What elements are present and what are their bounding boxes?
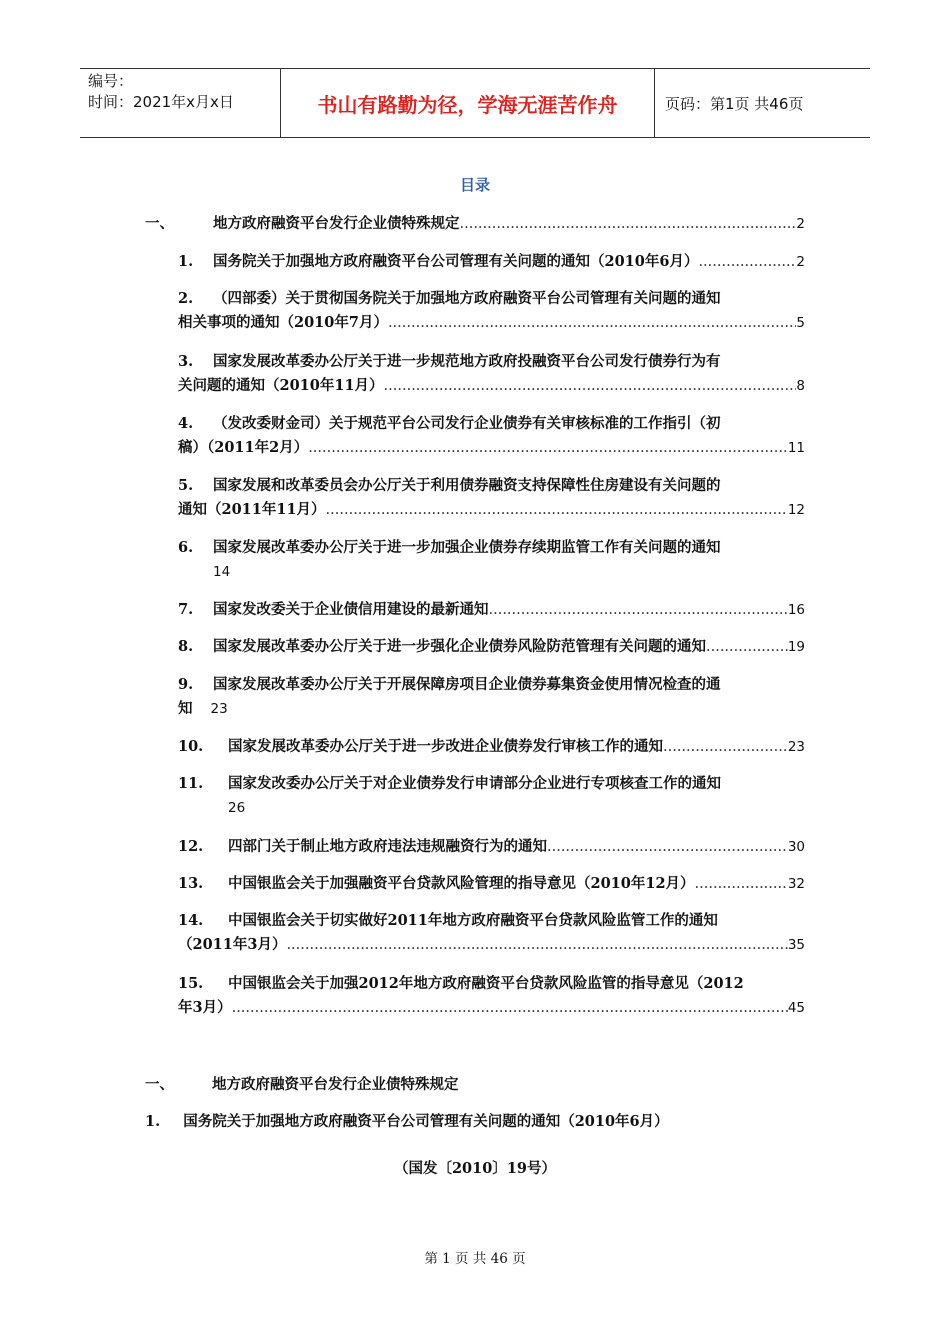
toc-entry-number: 一、 xyxy=(145,215,174,232)
toc-leader-dots xyxy=(695,872,788,896)
toc-entry-page: 16 xyxy=(787,602,805,618)
toc-leader-dots xyxy=(384,374,797,398)
toc-entry-number: 5. xyxy=(178,477,194,494)
toc-entry-number: 6. xyxy=(178,539,194,556)
toc-entry[interactable] xyxy=(178,673,805,721)
subsection-number: 1. xyxy=(145,1113,161,1130)
toc-entry-number: 14. xyxy=(178,912,204,929)
toc-leader-dots xyxy=(232,996,788,1020)
toc-entry-number: 11. xyxy=(178,775,204,792)
toc-entry-title: 国家发展改革委办公厅关于进一步强化企业债券风险防范管理有关问题的通知 xyxy=(213,638,706,655)
toc-entry-title: 四部门关于制止地方政府违法违规融资行为的通知 xyxy=(228,838,547,855)
toc-entry[interactable] xyxy=(178,350,805,398)
toc-leader-dots xyxy=(460,212,797,236)
toc-entry-number: 1. xyxy=(178,253,194,270)
toc-entry-number: 3. xyxy=(178,353,194,370)
toc-entry-number: 8. xyxy=(178,638,194,655)
toc-entry-title: 国家发展改革委办公厅关于进一步改进企业债券发行审核工作的通知 xyxy=(228,738,663,755)
toc-entry-title: 国家发改委办公厅关于对企业债券发行申请部分企业进行专项核查工作的通知 xyxy=(228,775,721,792)
header-code-label: 编号： xyxy=(88,72,134,90)
toc-leader-dots xyxy=(698,250,796,274)
toc-entry-title: 关问题的通知（2010年11月） xyxy=(178,377,384,394)
toc-entry-title: （四部委）关于贯彻国务院关于加强地方政府融资平台公司管理有关问题的通知 xyxy=(213,290,721,307)
toc-entry-title: 国家发改委关于企业债信用建设的最新通知 xyxy=(213,601,489,618)
toc-entry-title: 知 xyxy=(178,700,193,717)
toc-entry-title: 年3月） xyxy=(178,999,232,1016)
toc-entry[interactable] xyxy=(178,536,805,584)
toc-entry-page: 45 xyxy=(787,1000,805,1016)
toc-entry-page: 26 xyxy=(228,800,246,816)
toc-entry-page: 30 xyxy=(787,839,805,855)
toc-entry-number: 10. xyxy=(178,738,204,755)
toc-entry-title: 国家发展改革委办公厅关于进一步加强企业债券存续期监管工作有关问题的通知 xyxy=(213,539,721,556)
toc-entry[interactable] xyxy=(178,835,805,859)
toc-entry-title: 国家发展改革委办公厅关于开展保障房项目企业债券募集资金使用情况检查的通 xyxy=(213,676,721,693)
toc-entry-title: 中国银监会关于加强2012年地方政府融资平台贷款风险监管的指导意见（2012 xyxy=(228,975,744,992)
toc-entry-title: 国家发展和改革委员会办公厅关于利用债券融资支持保障性住房建设有关问题的 xyxy=(213,477,721,494)
toc-entry-number: 2. xyxy=(178,290,194,307)
toc-entry-page: 23 xyxy=(210,701,228,717)
toc-entry[interactable] xyxy=(145,212,805,236)
toc-entry-number: 7. xyxy=(178,601,194,618)
toc-entry-title: 国家发展改革委办公厅关于进一步规范地方政府投融资平台公司发行债券行为有 xyxy=(213,353,721,370)
toc-entry-title: 通知（2011年11月） xyxy=(178,501,326,518)
toc-entry-page: 5 xyxy=(796,315,805,331)
toc-entry[interactable] xyxy=(178,909,805,957)
toc-entry[interactable] xyxy=(178,412,805,460)
toc-entry-title: 地方政府融资平台发行企业债特殊规定 xyxy=(213,215,460,232)
toc-entry-page: 11 xyxy=(787,440,805,456)
toc-entry-page: 12 xyxy=(787,502,805,518)
toc-entry[interactable] xyxy=(178,474,805,522)
subsection-title: 国务院关于加强地方政府融资平台公司管理有关问题的通知（2010年6月） xyxy=(183,1113,669,1130)
toc-entry[interactable] xyxy=(178,635,805,659)
toc-entry[interactable] xyxy=(178,772,805,820)
toc-entry-page: 23 xyxy=(787,739,805,755)
toc-entry-title: 国务院关于加强地方政府融资平台公司管理有关问题的通知（2010年6月） xyxy=(213,253,699,270)
toc-entry[interactable] xyxy=(178,598,805,622)
toc-entry-number: 9. xyxy=(178,676,194,693)
toc-entry[interactable] xyxy=(178,972,805,1020)
toc-leader-dots xyxy=(286,933,787,957)
section-title: 地方政府融资平台发行企业债特殊规定 xyxy=(212,1076,459,1093)
toc-leader-dots xyxy=(547,835,788,859)
toc-entry[interactable] xyxy=(178,250,805,274)
toc-leader-dots xyxy=(326,498,788,522)
toc-entry-page: 2 xyxy=(796,216,805,232)
toc-entry-page: 32 xyxy=(787,876,805,892)
toc-leader-dots xyxy=(388,311,796,335)
toc-entry-number: 13. xyxy=(178,875,204,892)
toc-entry-title: （2011年3月） xyxy=(178,936,287,953)
toc-entry-page: 2 xyxy=(796,254,805,270)
section-heading xyxy=(145,1073,459,1094)
toc-entry[interactable] xyxy=(178,735,805,759)
document-header xyxy=(80,68,870,138)
header-time-label: 时间：2021年x月x日 xyxy=(88,93,234,111)
page-footer: 第 1 页 共 46 页 xyxy=(424,1251,526,1267)
toc-entry-number: 12. xyxy=(178,838,204,855)
toc-entry-number: 4. xyxy=(178,415,194,432)
document-number: （国发〔2010〕19号） xyxy=(393,1160,557,1177)
toc-entry-page: 14 xyxy=(213,564,231,580)
toc-leader-dots xyxy=(489,598,788,622)
header-meta xyxy=(80,69,281,137)
toc-entry-page: 35 xyxy=(787,937,805,953)
toc-leader-dots xyxy=(706,635,788,659)
toc-entry[interactable] xyxy=(178,872,805,896)
toc-entry-title: 中国银监会关于加强融资平台贷款风险管理的指导意见（2010年12月） xyxy=(228,875,695,892)
header-page-info: 页码：第1页 共46页 xyxy=(665,94,804,113)
toc-leader-dots xyxy=(308,436,788,460)
header-motto: 书山有路勤为径，学海无涯苦作舟 xyxy=(281,69,655,137)
toc-entry-title: （发改委财金司）关于规范平台公司发行企业债券有关审核标准的工作指引（初 xyxy=(213,415,721,432)
toc-leader-dots xyxy=(663,735,788,759)
toc-entry[interactable] xyxy=(178,287,805,335)
toc-entry-title: 中国银监会关于切实做好2011年地方政府融资平台贷款风险监管工作的通知 xyxy=(228,912,718,929)
toc-entry-page: 19 xyxy=(787,639,805,655)
toc-entry-page: 8 xyxy=(796,378,805,394)
section-number: 一、 xyxy=(145,1076,174,1093)
toc-entry-title: 相关事项的通知（2010年7月） xyxy=(178,314,388,331)
toc-title: 目录 xyxy=(459,176,490,194)
toc-entry-title: 稿）（2011年2月） xyxy=(178,439,309,456)
toc-entry-number: 15. xyxy=(178,975,204,992)
subsection-heading xyxy=(145,1110,669,1131)
